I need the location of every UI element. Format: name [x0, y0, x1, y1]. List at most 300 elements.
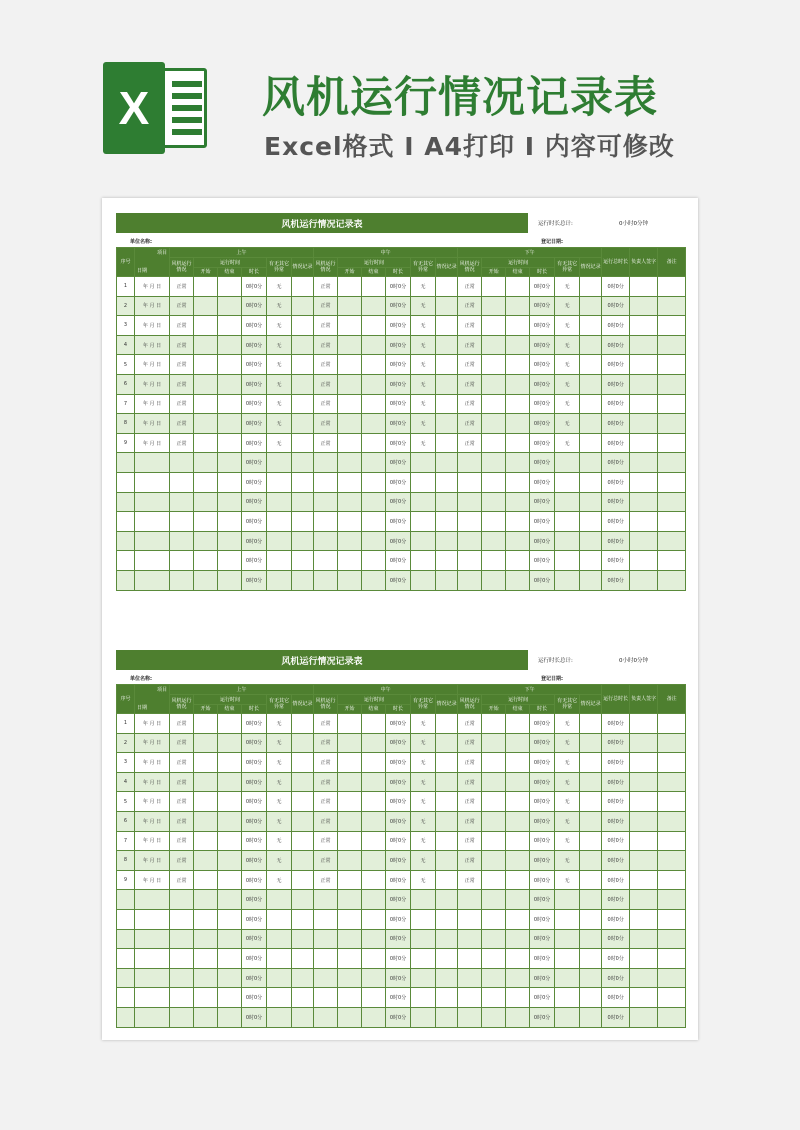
cell-end[interactable] [218, 772, 242, 792]
cell-end[interactable] [506, 414, 530, 434]
cell-end[interactable] [362, 394, 386, 414]
cell-duration[interactable]: 0时0分 [386, 453, 411, 473]
cell-start[interactable] [338, 714, 362, 734]
cell-abnormal[interactable] [555, 949, 580, 969]
cell-fan-status[interactable]: 正常 [458, 316, 482, 336]
cell-duration[interactable]: 0时0分 [386, 968, 411, 988]
cell-start[interactable] [338, 335, 362, 355]
cell-status-record[interactable] [292, 531, 314, 551]
cell-start[interactable] [194, 296, 218, 316]
cell-end[interactable] [506, 870, 530, 890]
cell-abnormal[interactable]: 无 [411, 414, 436, 434]
cell-status-record[interactable] [580, 753, 602, 773]
cell-fan-status[interactable] [170, 988, 194, 1008]
cell-fan-status[interactable]: 正常 [458, 851, 482, 871]
cell-start[interactable] [482, 531, 506, 551]
cell-end[interactable] [362, 929, 386, 949]
cell-date[interactable]: 年 月 日 [135, 733, 170, 753]
cell-abnormal[interactable]: 无 [267, 772, 292, 792]
cell-date[interactable] [135, 512, 170, 532]
cell-signer[interactable] [630, 531, 658, 551]
cell-fan-status[interactable]: 正常 [170, 433, 194, 453]
cell-abnormal[interactable] [411, 988, 436, 1008]
cell-duration[interactable]: 0时0分 [386, 753, 411, 773]
cell-abnormal[interactable] [411, 909, 436, 929]
cell-abnormal[interactable] [411, 570, 436, 590]
cell-duration[interactable]: 0时0分 [242, 472, 267, 492]
cell-abnormal[interactable]: 无 [555, 772, 580, 792]
cell-start[interactable] [482, 851, 506, 871]
cell-start[interactable] [338, 414, 362, 434]
cell-abnormal[interactable]: 无 [411, 335, 436, 355]
cell-duration[interactable]: 0时0分 [242, 512, 267, 532]
cell-end[interactable] [362, 570, 386, 590]
cell-duration[interactable]: 0时0分 [386, 551, 411, 571]
cell-fan-status[interactable]: 正常 [458, 831, 482, 851]
cell-start[interactable] [194, 792, 218, 812]
cell-seq[interactable]: 5 [117, 792, 135, 812]
cell-duration[interactable]: 0时0分 [242, 753, 267, 773]
cell-seq[interactable]: 3 [117, 316, 135, 336]
cell-start[interactable] [338, 988, 362, 1008]
cell-status-record[interactable] [580, 374, 602, 394]
cell-remark[interactable] [658, 714, 686, 734]
cell-end[interactable] [506, 733, 530, 753]
cell-fan-status[interactable]: 正常 [314, 433, 338, 453]
cell-start[interactable] [194, 394, 218, 414]
cell-abnormal[interactable] [267, 551, 292, 571]
cell-date[interactable]: 年 月 日 [135, 851, 170, 871]
cell-abnormal[interactable]: 无 [267, 831, 292, 851]
cell-remark[interactable] [658, 551, 686, 571]
cell-remark[interactable] [658, 831, 686, 851]
cell-end[interactable] [218, 890, 242, 910]
cell-seq[interactable] [117, 551, 135, 571]
cell-status-record[interactable] [292, 870, 314, 890]
cell-end[interactable] [218, 512, 242, 532]
cell-end[interactable] [218, 851, 242, 871]
cell-duration[interactable]: 0时0分 [530, 949, 555, 969]
cell-status-record[interactable] [292, 811, 314, 831]
cell-fan-status[interactable]: 正常 [314, 753, 338, 773]
cell-status-record[interactable] [436, 414, 458, 434]
cell-duration[interactable]: 0时0分 [242, 811, 267, 831]
cell-duration[interactable]: 0时0分 [242, 949, 267, 969]
cell-seq[interactable] [117, 890, 135, 910]
cell-total-duration[interactable]: 0时0分 [602, 909, 630, 929]
cell-status-record[interactable] [580, 988, 602, 1008]
cell-date[interactable] [135, 949, 170, 969]
cell-abnormal[interactable] [411, 512, 436, 532]
cell-end[interactable] [362, 472, 386, 492]
cell-end[interactable] [218, 1007, 242, 1027]
cell-status-record[interactable] [436, 355, 458, 375]
cell-fan-status[interactable]: 正常 [314, 335, 338, 355]
cell-date[interactable]: 年 月 日 [135, 714, 170, 734]
cell-duration[interactable]: 0时0分 [242, 1007, 267, 1027]
cell-duration[interactable]: 0时0分 [386, 296, 411, 316]
cell-remark[interactable] [658, 870, 686, 890]
cell-end[interactable] [362, 733, 386, 753]
cell-status-record[interactable] [436, 492, 458, 512]
cell-abnormal[interactable]: 无 [555, 851, 580, 871]
cell-fan-status[interactable]: 正常 [170, 831, 194, 851]
cell-seq[interactable] [117, 531, 135, 551]
cell-end[interactable] [506, 753, 530, 773]
cell-fan-status[interactable] [314, 531, 338, 551]
cell-duration[interactable]: 0时0分 [242, 531, 267, 551]
cell-fan-status[interactable]: 正常 [314, 394, 338, 414]
cell-abnormal[interactable]: 无 [267, 753, 292, 773]
cell-end[interactable] [506, 453, 530, 473]
cell-end[interactable] [506, 831, 530, 851]
cell-seq[interactable]: 2 [117, 296, 135, 316]
cell-abnormal[interactable]: 无 [555, 335, 580, 355]
cell-date[interactable]: 年 月 日 [135, 394, 170, 414]
cell-fan-status[interactable] [314, 453, 338, 473]
cell-start[interactable] [194, 988, 218, 1008]
cell-status-record[interactable] [436, 551, 458, 571]
cell-duration[interactable]: 0时0分 [530, 296, 555, 316]
cell-fan-status[interactable] [170, 949, 194, 969]
cell-start[interactable] [194, 335, 218, 355]
cell-total-duration[interactable]: 0时0分 [602, 394, 630, 414]
cell-duration[interactable]: 0时0分 [386, 277, 411, 297]
cell-abnormal[interactable]: 无 [267, 714, 292, 734]
cell-status-record[interactable] [580, 772, 602, 792]
cell-abnormal[interactable] [555, 929, 580, 949]
cell-duration[interactable]: 0时0分 [242, 792, 267, 812]
cell-remark[interactable] [658, 1007, 686, 1027]
cell-duration[interactable]: 0时0分 [242, 355, 267, 375]
cell-status-record[interactable] [580, 890, 602, 910]
cell-signer[interactable] [630, 492, 658, 512]
cell-status-record[interactable] [292, 792, 314, 812]
cell-signer[interactable] [630, 733, 658, 753]
cell-signer[interactable] [630, 851, 658, 871]
cell-seq[interactable]: 7 [117, 394, 135, 414]
cell-duration[interactable]: 0时0分 [242, 890, 267, 910]
cell-fan-status[interactable]: 正常 [314, 296, 338, 316]
cell-status-record[interactable] [436, 929, 458, 949]
cell-status-record[interactable] [580, 909, 602, 929]
cell-seq[interactable]: 4 [117, 772, 135, 792]
cell-fan-status[interactable] [314, 968, 338, 988]
cell-start[interactable] [482, 753, 506, 773]
cell-end[interactable] [362, 851, 386, 871]
cell-end[interactable] [218, 870, 242, 890]
cell-seq[interactable]: 1 [117, 714, 135, 734]
cell-abnormal[interactable]: 无 [267, 355, 292, 375]
cell-status-record[interactable] [436, 570, 458, 590]
cell-start[interactable] [194, 472, 218, 492]
cell-abnormal[interactable] [555, 512, 580, 532]
cell-remark[interactable] [658, 453, 686, 473]
cell-remark[interactable] [658, 733, 686, 753]
cell-start[interactable] [338, 316, 362, 336]
cell-abnormal[interactable] [411, 1007, 436, 1027]
cell-start[interactable] [482, 733, 506, 753]
cell-end[interactable] [218, 714, 242, 734]
cell-duration[interactable]: 0时0分 [386, 831, 411, 851]
cell-duration[interactable]: 0时0分 [386, 792, 411, 812]
cell-fan-status[interactable]: 正常 [458, 753, 482, 773]
cell-abnormal[interactable]: 无 [555, 414, 580, 434]
cell-start[interactable] [338, 355, 362, 375]
cell-start[interactable] [194, 968, 218, 988]
cell-end[interactable] [218, 433, 242, 453]
cell-status-record[interactable] [580, 277, 602, 297]
cell-duration[interactable]: 0时0分 [242, 929, 267, 949]
cell-date[interactable]: 年 月 日 [135, 792, 170, 812]
cell-end[interactable] [218, 296, 242, 316]
cell-end[interactable] [218, 753, 242, 773]
cell-status-record[interactable] [292, 335, 314, 355]
cell-abnormal[interactable]: 无 [411, 433, 436, 453]
cell-status-record[interactable] [436, 988, 458, 1008]
cell-status-record[interactable] [292, 277, 314, 297]
cell-seq[interactable] [117, 472, 135, 492]
cell-fan-status[interactable] [458, 492, 482, 512]
cell-start[interactable] [338, 374, 362, 394]
cell-fan-status[interactable]: 正常 [458, 394, 482, 414]
cell-fan-status[interactable]: 正常 [170, 772, 194, 792]
cell-abnormal[interactable]: 无 [555, 792, 580, 812]
cell-end[interactable] [506, 277, 530, 297]
cell-fan-status[interactable] [458, 890, 482, 910]
cell-duration[interactable]: 0时0分 [530, 414, 555, 434]
cell-abnormal[interactable]: 无 [555, 831, 580, 851]
cell-fan-status[interactable] [458, 453, 482, 473]
cell-abnormal[interactable]: 无 [411, 792, 436, 812]
cell-signer[interactable] [630, 433, 658, 453]
cell-abnormal[interactable]: 无 [267, 414, 292, 434]
cell-abnormal[interactable]: 无 [411, 355, 436, 375]
cell-date[interactable]: 年 月 日 [135, 831, 170, 851]
cell-end[interactable] [506, 851, 530, 871]
cell-status-record[interactable] [436, 472, 458, 492]
cell-abnormal[interactable] [267, 890, 292, 910]
cell-end[interactable] [506, 433, 530, 453]
cell-abnormal[interactable] [555, 492, 580, 512]
cell-total-duration[interactable]: 0时0分 [602, 753, 630, 773]
cell-start[interactable] [194, 551, 218, 571]
cell-duration[interactable]: 0时0分 [530, 433, 555, 453]
cell-start[interactable] [194, 851, 218, 871]
cell-abnormal[interactable]: 无 [411, 772, 436, 792]
cell-fan-status[interactable] [170, 890, 194, 910]
cell-abnormal[interactable]: 无 [267, 277, 292, 297]
cell-status-record[interactable] [292, 733, 314, 753]
cell-abnormal[interactable] [411, 949, 436, 969]
cell-date[interactable] [135, 551, 170, 571]
cell-total-duration[interactable]: 0时0分 [602, 929, 630, 949]
cell-abnormal[interactable] [267, 472, 292, 492]
cell-status-record[interactable] [580, 296, 602, 316]
cell-status-record[interactable] [292, 492, 314, 512]
cell-fan-status[interactable] [314, 492, 338, 512]
cell-duration[interactable]: 0时0分 [530, 929, 555, 949]
cell-total-duration[interactable]: 0时0分 [602, 512, 630, 532]
cell-seq[interactable]: 2 [117, 733, 135, 753]
cell-total-duration[interactable]: 0时0分 [602, 277, 630, 297]
cell-duration[interactable]: 0时0分 [242, 335, 267, 355]
cell-duration[interactable]: 0时0分 [386, 870, 411, 890]
cell-start[interactable] [482, 792, 506, 812]
cell-start[interactable] [482, 714, 506, 734]
cell-duration[interactable]: 0时0分 [530, 988, 555, 1008]
cell-fan-status[interactable] [170, 453, 194, 473]
cell-end[interactable] [218, 472, 242, 492]
cell-end[interactable] [506, 335, 530, 355]
cell-signer[interactable] [630, 949, 658, 969]
cell-fan-status[interactable]: 正常 [458, 374, 482, 394]
cell-duration[interactable]: 0时0分 [386, 929, 411, 949]
cell-status-record[interactable] [292, 472, 314, 492]
cell-total-duration[interactable]: 0时0分 [602, 492, 630, 512]
cell-status-record[interactable] [436, 316, 458, 336]
cell-status-record[interactable] [580, 851, 602, 871]
cell-status-record[interactable] [292, 929, 314, 949]
cell-start[interactable] [194, 512, 218, 532]
cell-start[interactable] [338, 512, 362, 532]
cell-fan-status[interactable] [458, 472, 482, 492]
cell-duration[interactable]: 0时0分 [386, 949, 411, 969]
cell-start[interactable] [482, 890, 506, 910]
cell-end[interactable] [218, 929, 242, 949]
cell-total-duration[interactable]: 0时0分 [602, 551, 630, 571]
cell-start[interactable] [338, 870, 362, 890]
cell-signer[interactable] [630, 792, 658, 812]
cell-signer[interactable] [630, 988, 658, 1008]
cell-start[interactable] [194, 949, 218, 969]
cell-status-record[interactable] [580, 433, 602, 453]
cell-abnormal[interactable] [267, 929, 292, 949]
cell-start[interactable] [482, 394, 506, 414]
cell-abnormal[interactable] [267, 570, 292, 590]
cell-abnormal[interactable]: 无 [555, 394, 580, 414]
cell-abnormal[interactable] [411, 929, 436, 949]
cell-signer[interactable] [630, 772, 658, 792]
cell-end[interactable] [362, 753, 386, 773]
cell-start[interactable] [194, 870, 218, 890]
cell-status-record[interactable] [292, 968, 314, 988]
cell-seq[interactable] [117, 453, 135, 473]
cell-end[interactable] [218, 968, 242, 988]
cell-date[interactable]: 年 月 日 [135, 355, 170, 375]
cell-date[interactable]: 年 月 日 [135, 335, 170, 355]
cell-fan-status[interactable]: 正常 [314, 733, 338, 753]
cell-date[interactable] [135, 1007, 170, 1027]
cell-abnormal[interactable]: 无 [555, 355, 580, 375]
cell-abnormal[interactable]: 无 [555, 296, 580, 316]
cell-seq[interactable]: 6 [117, 811, 135, 831]
cell-fan-status[interactable] [314, 890, 338, 910]
cell-end[interactable] [506, 355, 530, 375]
cell-duration[interactable]: 0时0分 [242, 414, 267, 434]
cell-end[interactable] [506, 968, 530, 988]
cell-duration[interactable]: 0时0分 [530, 831, 555, 851]
cell-end[interactable] [362, 492, 386, 512]
cell-end[interactable] [362, 512, 386, 532]
cell-duration[interactable]: 0时0分 [242, 551, 267, 571]
cell-fan-status[interactable]: 正常 [170, 316, 194, 336]
cell-status-record[interactable] [580, 792, 602, 812]
cell-status-record[interactable] [580, 453, 602, 473]
cell-date[interactable]: 年 月 日 [135, 374, 170, 394]
cell-signer[interactable] [630, 551, 658, 571]
cell-total-duration[interactable]: 0时0分 [602, 531, 630, 551]
cell-total-duration[interactable]: 0时0分 [602, 335, 630, 355]
cell-start[interactable] [338, 772, 362, 792]
cell-total-duration[interactable]: 0时0分 [602, 453, 630, 473]
cell-remark[interactable] [658, 753, 686, 773]
cell-date[interactable]: 年 月 日 [135, 414, 170, 434]
cell-start[interactable] [338, 296, 362, 316]
cell-fan-status[interactable]: 正常 [314, 355, 338, 375]
cell-duration[interactable]: 0时0分 [530, 811, 555, 831]
cell-fan-status[interactable]: 正常 [170, 851, 194, 871]
cell-date[interactable] [135, 909, 170, 929]
cell-end[interactable] [506, 492, 530, 512]
cell-end[interactable] [362, 870, 386, 890]
cell-duration[interactable]: 0时0分 [530, 968, 555, 988]
cell-duration[interactable]: 0时0分 [530, 792, 555, 812]
cell-start[interactable] [338, 968, 362, 988]
cell-abnormal[interactable]: 无 [555, 316, 580, 336]
cell-duration[interactable]: 0时0分 [386, 909, 411, 929]
cell-abnormal[interactable] [267, 1007, 292, 1027]
cell-end[interactable] [218, 792, 242, 812]
cell-fan-status[interactable]: 正常 [170, 870, 194, 890]
cell-start[interactable] [338, 909, 362, 929]
cell-status-record[interactable] [436, 296, 458, 316]
cell-end[interactable] [218, 316, 242, 336]
cell-end[interactable] [362, 433, 386, 453]
cell-status-record[interactable] [436, 870, 458, 890]
cell-abnormal[interactable]: 无 [555, 733, 580, 753]
cell-date[interactable]: 年 月 日 [135, 811, 170, 831]
cell-status-record[interactable] [580, 316, 602, 336]
cell-duration[interactable]: 0时0分 [530, 492, 555, 512]
cell-total-duration[interactable]: 0时0分 [602, 414, 630, 434]
cell-fan-status[interactable]: 正常 [314, 831, 338, 851]
cell-total-duration[interactable]: 0时0分 [602, 472, 630, 492]
cell-fan-status[interactable] [458, 1007, 482, 1027]
cell-abnormal[interactable] [267, 531, 292, 551]
cell-total-duration[interactable]: 0时0分 [602, 714, 630, 734]
cell-fan-status[interactable]: 正常 [170, 733, 194, 753]
cell-abnormal[interactable] [555, 968, 580, 988]
cell-status-record[interactable] [580, 512, 602, 532]
cell-end[interactable] [506, 296, 530, 316]
cell-end[interactable] [218, 831, 242, 851]
cell-start[interactable] [194, 414, 218, 434]
cell-fan-status[interactable] [170, 968, 194, 988]
cell-abnormal[interactable]: 无 [555, 433, 580, 453]
cell-status-record[interactable] [436, 512, 458, 532]
cell-fan-status[interactable] [458, 570, 482, 590]
cell-duration[interactable]: 0时0分 [386, 714, 411, 734]
cell-end[interactable] [362, 811, 386, 831]
cell-fan-status[interactable] [314, 909, 338, 929]
cell-status-record[interactable] [580, 492, 602, 512]
cell-duration[interactable]: 0时0分 [242, 433, 267, 453]
cell-start[interactable] [338, 831, 362, 851]
cell-start[interactable] [338, 929, 362, 949]
cell-abnormal[interactable]: 无 [267, 316, 292, 336]
cell-remark[interactable] [658, 355, 686, 375]
